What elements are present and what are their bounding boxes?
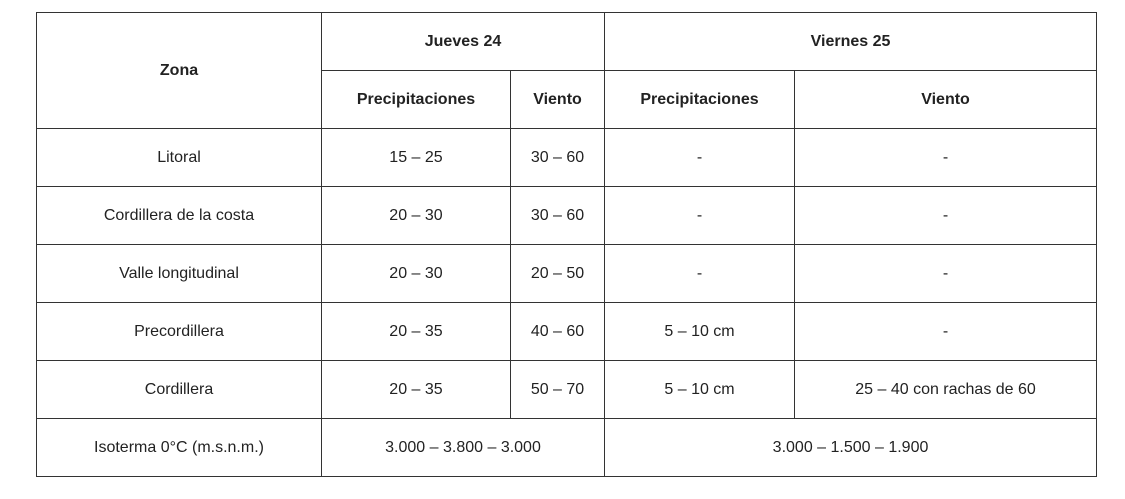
isoterma-label: Isoterma 0°C (m.s.n.m.) (37, 419, 322, 477)
day1-wind-cell: 30 – 60 (511, 129, 605, 187)
zona-cell: Cordillera de la costa (37, 187, 322, 245)
day1-precip-cell: 20 – 30 (322, 245, 511, 303)
zona-header: Zona (37, 13, 322, 129)
table-row (37, 187, 1097, 245)
day2-precip-cell: - (605, 187, 795, 245)
day2-precip-cell: 5 – 10 cm (605, 361, 795, 419)
table-row (37, 361, 1097, 419)
day2-wind-header: Viento (795, 71, 1097, 129)
day1-precip-cell: 20 – 30 (322, 187, 511, 245)
isoterma-row (37, 419, 1097, 477)
day1-wind-cell: 40 – 60 (511, 303, 605, 361)
zona-cell: Precordillera (37, 303, 322, 361)
table-row (37, 303, 1097, 361)
day1-wind-header: Viento (511, 71, 605, 129)
day2-wind-cell: - (795, 303, 1097, 361)
day1-wind-cell: 20 – 50 (511, 245, 605, 303)
day1-wind-cell: 30 – 60 (511, 187, 605, 245)
day2-precip-header: Precipitaciones (605, 71, 795, 129)
day2-wind-cell: - (795, 129, 1097, 187)
header-row-days (37, 13, 1097, 71)
day2-precip-cell: - (605, 245, 795, 303)
day1-header: Jueves 24 (322, 13, 605, 71)
day1-precip-header: Precipitaciones (322, 71, 511, 129)
day1-precip-cell: 15 – 25 (322, 129, 511, 187)
day2-precip-cell: 5 – 10 cm (605, 303, 795, 361)
isoterma-day2: 3.000 – 1.500 – 1.900 (605, 419, 1097, 477)
table-row (37, 129, 1097, 187)
day2-wind-cell: - (795, 187, 1097, 245)
day2-header: Viernes 25 (605, 13, 1097, 71)
day2-precip-cell: - (605, 129, 795, 187)
table-row (37, 245, 1097, 303)
zona-cell: Cordillera (37, 361, 322, 419)
forecast-table (36, 12, 1097, 477)
day2-wind-cell: 25 – 40 con rachas de 60 (795, 361, 1097, 419)
zona-cell: Litoral (37, 129, 322, 187)
day1-wind-cell: 50 – 70 (511, 361, 605, 419)
isoterma-day1: 3.000 – 3.800 – 3.000 (322, 419, 605, 477)
zona-cell: Valle longitudinal (37, 245, 322, 303)
day2-wind-cell: - (795, 245, 1097, 303)
day1-precip-cell: 20 – 35 (322, 303, 511, 361)
day1-precip-cell: 20 – 35 (322, 361, 511, 419)
